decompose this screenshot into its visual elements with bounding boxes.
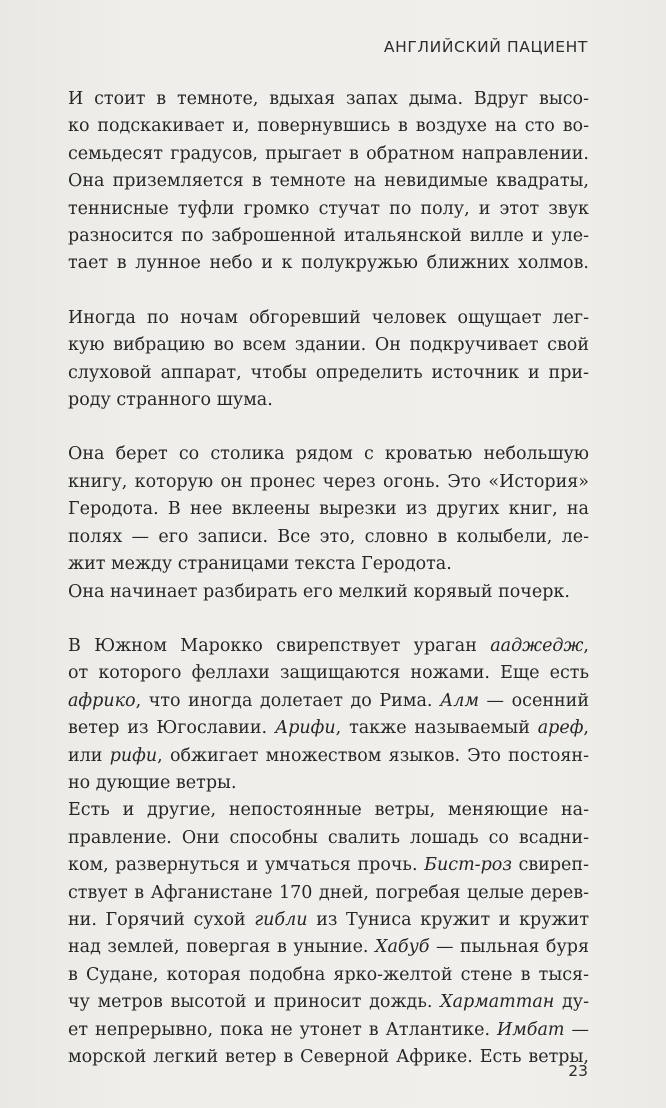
text-run: или bbox=[68, 745, 110, 766]
wind-name: ааджедж bbox=[490, 635, 584, 656]
text-line: но дующие ветры. bbox=[68, 772, 237, 793]
paragraph-1 bbox=[68, 86, 589, 278]
text-line: Иногда по ночам обгоревший человек ощущает лег- bbox=[68, 307, 589, 328]
text-line: кую вибрацию во всем здании. Он подкручивает свой bbox=[68, 335, 589, 356]
text-run: — bbox=[564, 1019, 589, 1040]
text-run: ет непрерывно, пока не утонет в Атлантике. bbox=[68, 1019, 497, 1040]
text-line: ко подскакивает и, повернувшись в воздухе на сто во- bbox=[68, 116, 589, 137]
wind-name: рифи bbox=[109, 745, 158, 766]
text-run: В Южном Марокко свирепствует ураган bbox=[68, 635, 491, 656]
text-run: , bbox=[583, 718, 589, 739]
text-line: слуховой аппарат, чтобы определить источник и при- bbox=[68, 362, 589, 383]
text-line: Она начинает разбирать его мелкий корявый почерк. bbox=[68, 581, 570, 602]
wind-name: Имбат bbox=[497, 1019, 565, 1040]
text-line bbox=[68, 852, 589, 879]
text-run: — пыльная буря bbox=[429, 937, 590, 958]
text-run: , также называемый bbox=[335, 718, 538, 739]
text-run: чу метров высотой и приносит дождь. bbox=[68, 992, 441, 1013]
page-number: 23 bbox=[568, 1062, 588, 1080]
wind-name: ареф bbox=[537, 718, 584, 739]
text-run: ком, развернуться и умчаться прочь. bbox=[68, 855, 425, 876]
text-run: свиреп- bbox=[511, 855, 589, 876]
text-line: ствует в Афганистане 170 дней, погребая целые дерев- bbox=[68, 882, 589, 903]
text-line: разносится по заброшенной итальянской вилле и уле- bbox=[68, 226, 589, 247]
section-gap bbox=[68, 278, 589, 305]
paragraph-2 bbox=[68, 305, 589, 415]
text-run: из Туниса кружит и кружит bbox=[307, 909, 589, 930]
text-line: И стоит в темноте, вдыхая запах дыма. Вдруг высо- bbox=[68, 89, 589, 109]
wind-name: африко bbox=[68, 690, 136, 711]
paragraph-3 bbox=[68, 441, 589, 578]
body-text bbox=[68, 86, 589, 1071]
text-run: ветер из Югославии. bbox=[68, 718, 275, 739]
text-run: над землей, повергая в уныние. bbox=[68, 937, 376, 958]
text-line bbox=[68, 688, 589, 715]
paragraph-6 bbox=[68, 797, 589, 1071]
text-line: жит между страницами текста Геродота. bbox=[68, 554, 452, 575]
paragraph-5 bbox=[68, 633, 589, 797]
text-line bbox=[68, 907, 589, 934]
text-line: в Судане, которая подобна ярко-желтой стене в тыся- bbox=[68, 964, 589, 985]
text-line bbox=[68, 934, 589, 961]
text-line: Геродота. В нее вклеены вырезки из других книг, на bbox=[68, 499, 589, 520]
running-head: АНГЛИЙСКИЙ ПАЦИЕНТ bbox=[383, 38, 588, 56]
wind-name: Бист-роз bbox=[424, 855, 512, 876]
wind-name: Хабуб bbox=[375, 937, 430, 958]
text-line: семьдесят градусов, прыгает в обратном направлении. bbox=[68, 143, 589, 164]
text-run: , обжигает множеством языков. Это постоян- bbox=[157, 745, 589, 766]
paragraph-4 bbox=[68, 579, 589, 606]
text-line: от которого феллахи защищаются ножами. Еще есть bbox=[68, 663, 589, 684]
text-line bbox=[68, 1017, 589, 1044]
text-line bbox=[68, 989, 589, 1016]
text-run: , что иногда долетает до Рима. bbox=[135, 690, 441, 711]
wind-name: гибли bbox=[254, 909, 308, 930]
text-line: роду странного шума. bbox=[68, 390, 273, 411]
wind-name: Харматтан bbox=[440, 992, 555, 1013]
text-line: правление. Они способны свалить лошадь со всадни- bbox=[68, 827, 589, 848]
wind-name: Алм bbox=[440, 690, 479, 711]
text-line bbox=[68, 715, 589, 742]
text-run: ду- bbox=[554, 992, 589, 1013]
text-line: теннисные туфли громко стучат по полу, и этот звук bbox=[68, 198, 589, 219]
text-run: — осенний bbox=[478, 690, 589, 711]
text-line: морской легкий ветер в Северной Африке. Есть ветры, bbox=[68, 1047, 589, 1067]
text-line bbox=[68, 743, 589, 770]
section-gap bbox=[68, 414, 589, 441]
wind-name: Арифи bbox=[274, 718, 336, 739]
text-line: Она берет со столика рядом с кроватью небольшую bbox=[68, 444, 589, 465]
text-line: тает в лунное небо и к полукружью ближних холмов. bbox=[68, 253, 589, 274]
text-line: полях — его записи. Все это, словно в колыбели, ле- bbox=[68, 526, 589, 547]
text-line bbox=[68, 633, 589, 660]
text-line: Есть и другие, непостоянные ветры, меняющие на- bbox=[68, 800, 589, 821]
text-line: Она приземляется в темноте на невидимые квадраты, bbox=[68, 171, 589, 192]
text-line: книгу, которую он пронес через огонь. Это «История» bbox=[68, 471, 589, 492]
text-run: , bbox=[583, 635, 589, 656]
section-gap bbox=[68, 606, 589, 633]
text-run: ни. Горячий сухой bbox=[68, 909, 255, 930]
